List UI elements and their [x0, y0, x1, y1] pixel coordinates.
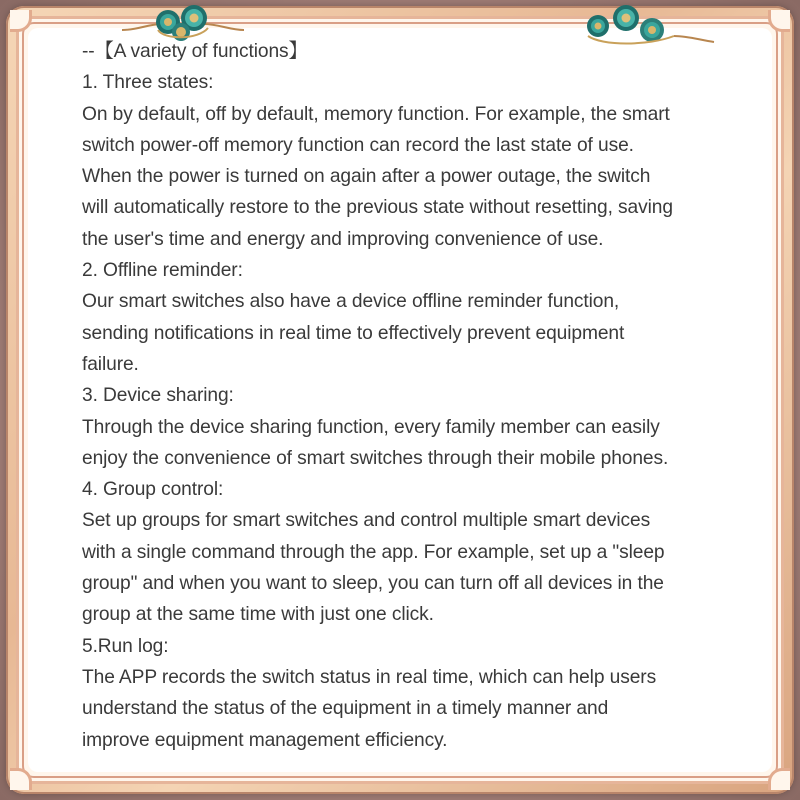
section-text-line: When the power is turned on again after a power outage, the switch	[82, 166, 651, 188]
document-body	[82, 36, 732, 756]
section-text-line: Set up groups for smart switches and control multiple smart devices	[82, 510, 651, 532]
section-text-line: improve equipment management efficiency.	[82, 729, 448, 751]
section-text-line: sending notifications in real time to effectively prevent equipment	[82, 322, 625, 344]
section-text-line: will automatically restore to the previous state without resetting, saving	[82, 197, 673, 219]
document-heading: --【A variety of functions】	[82, 41, 308, 62]
section-text-line: failure.	[82, 353, 139, 375]
section-title: 3. Device sharing:	[82, 385, 234, 407]
section-text-line: with a single command through the app. For example, set up a "sleep	[82, 541, 665, 563]
frame-corner-bottom-right	[768, 768, 790, 790]
section-text-line: Our smart switches also have a device offline reminder function,	[82, 291, 620, 313]
section-title: 1. Three states:	[82, 72, 214, 94]
section-title: 4. Group control:	[82, 479, 224, 501]
section-text-line: group at the same time with just one click.	[82, 604, 434, 626]
section-text-line: Through the device sharing function, every family member can easily	[82, 416, 660, 438]
section-text-line: The APP records the switch status in real time, which can help users	[82, 666, 657, 688]
section-text-line: On by default, off by default, memory function. For example, the smart	[82, 103, 670, 125]
section-text-line: enjoy the convenience of smart switches through their mobile phones.	[82, 447, 669, 469]
section-text-line: understand the status of the equipment in a timely manner and	[82, 698, 609, 720]
section-title: 5.Run log:	[82, 635, 169, 657]
section-title: 2. Offline reminder:	[82, 260, 243, 282]
section-text-line: group" and when you want to sleep, you can turn off all devices in the	[82, 573, 664, 595]
section-text-line: the user's time and energy and improving convenience of use.	[82, 228, 604, 250]
section-text-line: switch power-off memory function can record the last state of use.	[82, 134, 634, 156]
